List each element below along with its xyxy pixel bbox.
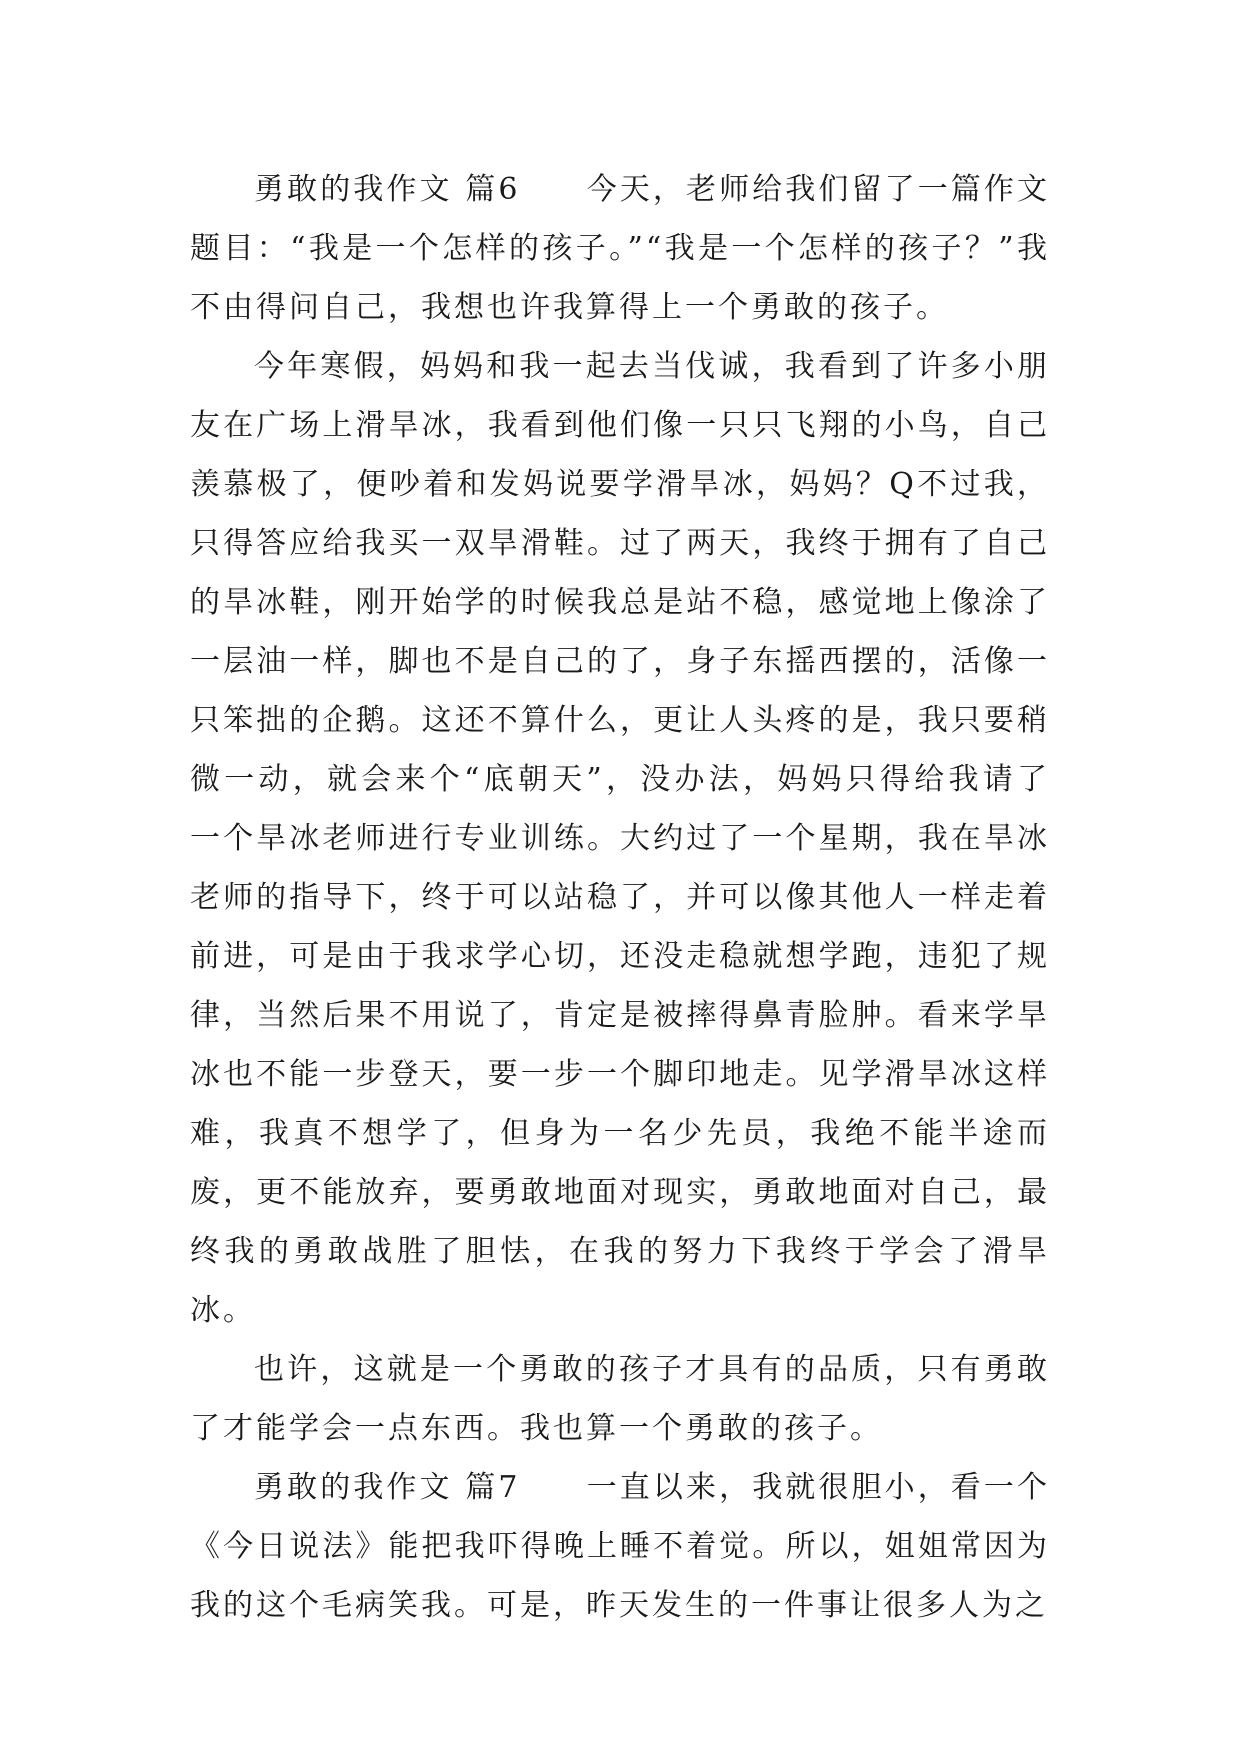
paragraph-skating-story: 今年寒假，妈妈和我一起去当伐诚，我看到了许多小朋友在广场上滑旱冰，我看到他们像一只只飞翔的小鸟，自己羡慕极了，便吵着和发妈说要学滑旱冰，妈妈？Q不过我，只得答应给我买一双旱滑鞋。过了两天，我终于拥有了自己的旱冰鞋，刚开始学的时候我总是站不稳，感觉地上像涂了一层油一样，脚也不是自己的了，身子东摇西摆的，活像一只笨拙的企鹅。这还不算什么，更让人头疼的是，我只要稍微一动，就会来个“底朝天”，没办法，妈妈只得给我请了一个旱冰老师进行专业训练。大约过了一个星期，我在旱冰老师的指导下，终于可以站稳了，并可以像其他人一样走着前进，可是由于我求学心切，还没走稳就想学跑，违犯了规律，当然后果不用说了，肯定是被摔得鼻青脸肿。看来学旱冰也不能一步登天，要一步一个脚印地走。见学滑旱冰这样难，我真不想学了，但身为一名少先员，我绝不能半途而废，更不能放弃，要勇敢地面对现实，勇敢地面对自己，最终我的勇敢战胜了胆怯，在我的努力下我终于学会了滑旱冰。 [190, 349, 1050, 1328]
essay-text [190, 160, 1050, 1635]
paragraph-essay7-intro: 勇敢的我作文 篇7 一直以来，我就很胆小，看一个《今日说法》能把我吓得晚上睡不着觉。所以，姐姐常因为我的这个毛病笑我。可是，昨天发生的一件事让很多人为之 [190, 1470, 1050, 1623]
paragraph-essay6-intro: 勇敢的我作文 篇6 今天，老师给我们留了一篇作文题目：“我是一个怎样的孩子。”“我是一个怎样的孩子？”我不由得问自己，我想也许我算得上一个勇敢的孩子。 [190, 172, 1050, 325]
paragraph-conclusion: 也许，这就是一个勇敢的孩子才具有的品质，只有勇敢了才能学会一点东西。我也算一个勇敢的孩子。 [190, 1352, 1050, 1446]
